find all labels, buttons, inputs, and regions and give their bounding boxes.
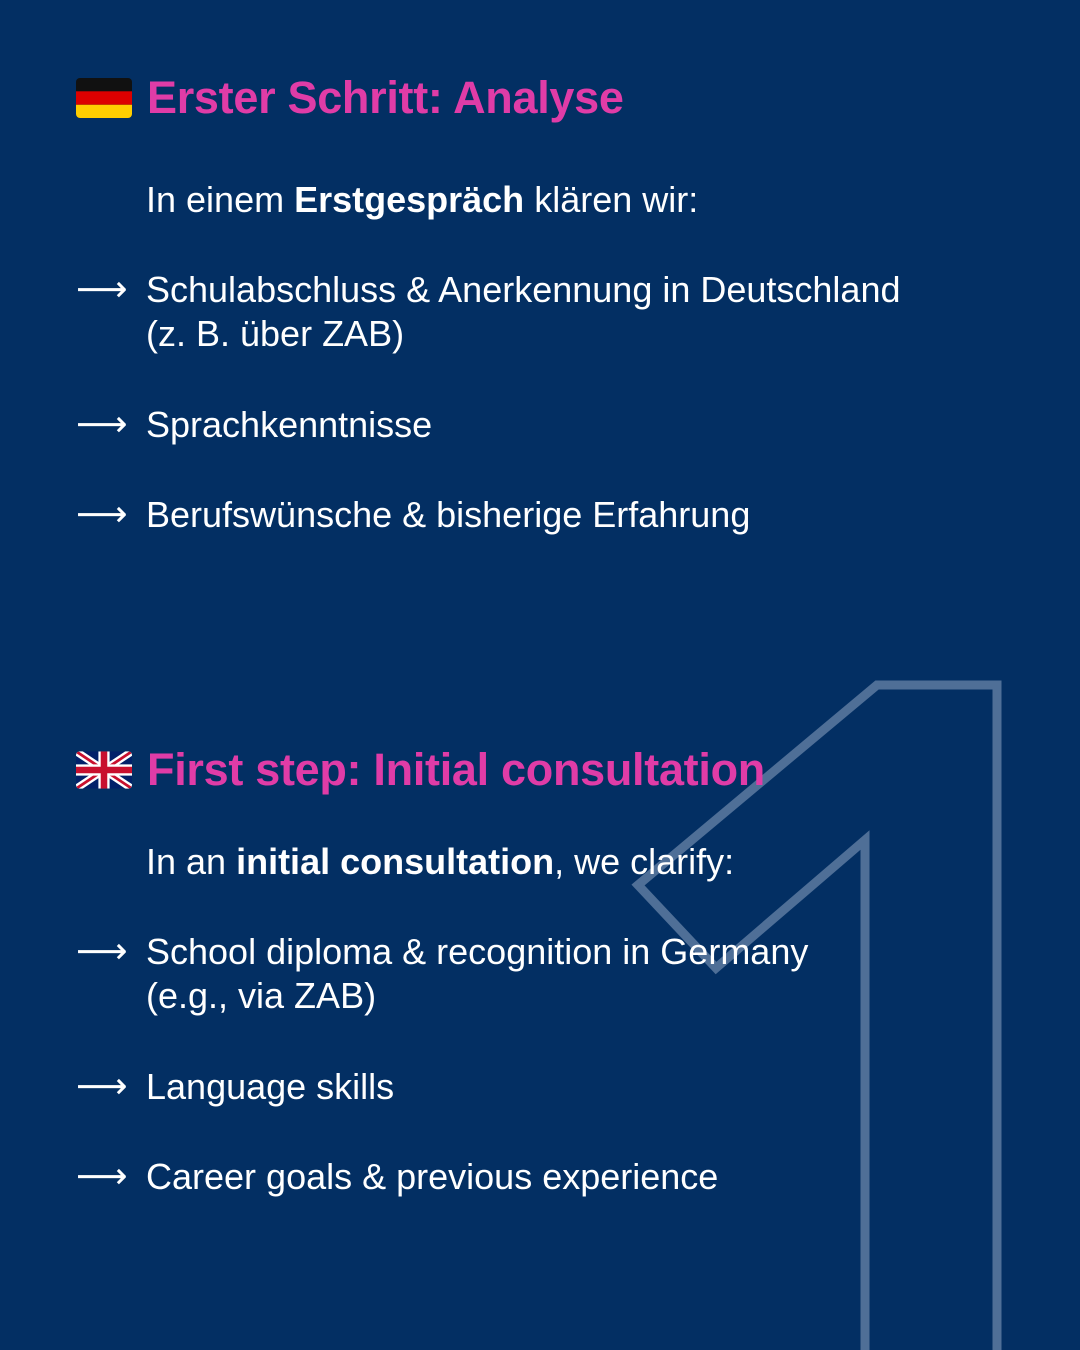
- english-heading: [76, 740, 765, 800]
- list-item: ⟶ Career goals & previous experience: [76, 1156, 719, 1197]
- arrow-right-icon: ⟶: [76, 269, 128, 310]
- list-item: ⟶ Sprachkenntnisse: [76, 404, 433, 445]
- german-heading: [76, 68, 624, 128]
- english-intro: In an initial consultation, we clarify:: [146, 841, 735, 882]
- arrow-right-icon: ⟶: [76, 404, 128, 445]
- arrow-right-icon: ⟶: [76, 1156, 128, 1197]
- german-heading-title: Erster Schritt: Analyse: [147, 72, 624, 123]
- list-item: ⟶ Schulabschluss & Anerkennung in Deutschland (z. B. über ZAB): [76, 269, 901, 354]
- english-intro-bold: initial consultation: [236, 841, 555, 882]
- germany-flag-icon: [76, 78, 132, 118]
- list-item: ⟶ School diploma & recognition in Germany (e.g., via ZAB): [76, 931, 809, 1016]
- arrow-right-icon: ⟶: [76, 494, 128, 535]
- arrow-right-icon: ⟶: [76, 931, 128, 972]
- list-item: ⟶ Language skills: [76, 1066, 395, 1107]
- english-heading-title: First step: Initial consultation: [147, 744, 765, 795]
- arrow-right-icon: ⟶: [76, 1066, 128, 1107]
- uk-flag-icon: [76, 750, 132, 790]
- list-item: ⟶ Berufswünsche & bisherige Erfahrung: [76, 494, 751, 535]
- german-intro-bold: Erstgespräch: [294, 179, 525, 220]
- german-intro: In einem Erstgespräch klären wir:: [146, 179, 699, 220]
